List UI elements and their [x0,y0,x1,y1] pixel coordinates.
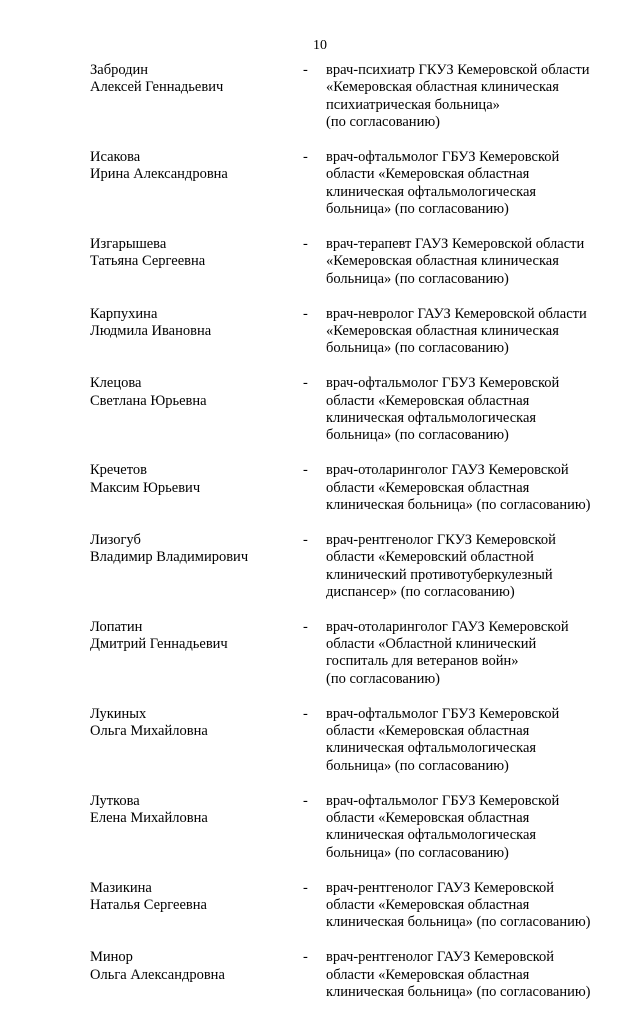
given-names: Дмитрий Геннадьевич [90,636,228,653]
position-line: врач-рентгенолог ГАУЗ Кемеровской [326,949,555,966]
position-description [326,375,626,445]
separator-dash: - [303,531,308,548]
position-line: психиатрическая больница» [326,96,500,113]
separator-dash: - [303,618,308,635]
person-name [90,949,290,984]
position-line: больница» (по согласованию) [326,270,509,287]
person-name [90,706,290,741]
position-line: больница» (по согласованию) [326,427,509,444]
separator-dash: - [303,375,308,392]
position-line: больница» (по согласованию) [326,844,509,861]
position-line: «Кемеровская областная клиническая [326,79,559,96]
position-line: области «Кемеровская областная [326,810,530,827]
person-name [90,793,290,828]
position-line: области «Кемеровская областная [326,392,530,409]
surname: Луткова [90,792,140,809]
position-line: врач-офтальмолог ГБУЗ Кемеровской [326,792,560,809]
position-line: клиническая офтальмологическая [326,740,537,757]
member-list [0,62,640,1019]
list-item [0,619,640,689]
given-names: Татьяна Сергеевна [90,253,206,270]
list-item [0,532,640,602]
position-description [326,236,626,288]
position-line: врач-отоларинголог ГАУЗ Кемеровской [326,462,569,479]
position-line: врач-отоларинголог ГАУЗ Кемеровской [326,618,569,635]
separator-dash: - [303,62,308,78]
position-line: врач-невролог ГАУЗ Кемеровской области [326,305,587,322]
list-item [0,949,640,1001]
position-line: (по согласованию) [326,114,440,131]
position-description [326,462,626,514]
list-item [0,375,640,445]
person-name [90,619,290,654]
list-item [0,462,640,514]
surname: Лопатин [90,618,143,635]
position-description [326,793,626,863]
person-name [90,306,290,341]
position-line: больница» (по согласованию) [326,340,509,357]
position-description [326,949,626,1001]
position-line: «Кемеровская областная клиническая [326,253,559,270]
separator-dash: - [303,462,308,479]
surname: Клецова [90,375,142,392]
position-description [326,619,626,689]
person-name [90,375,290,410]
list-item [0,149,640,219]
position-description [326,706,626,776]
page-number: 10 [313,38,327,53]
position-line: врач-психиатр ГКУЗ Кемеровской области [326,62,590,78]
position-line: клиническая больница» (по согласованию) [326,496,591,513]
separator-dash: - [303,305,308,322]
given-names: Елена Михайловна [90,810,208,827]
position-line: диспансер» (по согласованию) [326,583,515,600]
position-line: врач-терапевт ГАУЗ Кемеровской области [326,235,585,252]
separator-dash: - [303,148,308,165]
surname: Лукиных [90,705,147,722]
surname: Карпухина [90,305,158,322]
position-description [326,149,626,219]
given-names: Ирина Александровна [90,166,228,183]
position-line: врач-рентгенолог ГКУЗ Кемеровской [326,531,556,548]
surname: Мазикина [90,879,152,896]
position-line: «Кемеровская областная клиническая [326,322,559,339]
surname: Забродин [90,62,149,78]
separator-dash: - [303,705,308,722]
position-line: области «Кемеровская областная [326,723,530,740]
person-name [90,880,290,915]
position-line: больница» (по согласованию) [326,201,509,218]
separator-dash: - [303,792,308,809]
person-name [90,149,290,184]
position-description [326,62,626,132]
surname: Исакова [90,148,141,165]
list-item [0,793,640,863]
given-names: Людмила Ивановна [90,322,212,339]
position-line: клиническая офтальмологическая [326,827,537,844]
position-line: клиническая больница» (по согласованию) [326,984,591,1001]
list-item [0,62,640,132]
surname: Кречетов [90,462,147,479]
position-line: области «Кемеровская областная [326,166,530,183]
position-line: врач-офтальмолог ГБУЗ Кемеровской [326,705,560,722]
list-item [0,706,640,776]
person-name [90,462,290,497]
position-line: (по согласованию) [326,670,440,687]
person-name [90,236,290,271]
given-names: Ольга Михайловна [90,723,208,740]
list-item [0,306,640,358]
position-line: врач-офтальмолог ГБУЗ Кемеровской [326,148,560,165]
position-line: врач-рентгенолог ГАУЗ Кемеровской [326,879,555,896]
given-names: Алексей Геннадьевич [90,79,224,96]
position-line: клинический противотуберкулезный [326,566,553,583]
person-name [90,532,290,567]
surname: Лизогуб [90,531,141,548]
separator-dash: - [303,879,308,896]
given-names: Владимир Владимирович [90,549,249,566]
position-description [326,880,626,932]
given-names: Ольга Александровна [90,966,225,983]
separator-dash: - [303,235,308,252]
separator-dash: - [303,949,308,966]
position-line: области «Кемеровская областная [326,479,530,496]
position-line: области «Кемеровская областная [326,966,530,983]
list-item [0,236,640,288]
position-line: клиническая больница» (по согласованию) [326,914,591,931]
position-line: области «Кемеровский областной [326,549,534,566]
given-names: Максим Юрьевич [90,479,201,496]
position-line: области «Областной клинический [326,636,537,653]
surname: Изгарышева [90,235,167,252]
position-line: больница» (по согласованию) [326,757,509,774]
given-names: Светлана Юрьевна [90,392,207,409]
position-line: госпиталь для ветеранов войн» [326,653,519,670]
position-line: области «Кемеровская областная [326,897,530,914]
position-description [326,306,626,358]
person-name [90,62,290,97]
list-item [0,880,640,932]
surname: Минор [90,949,133,966]
position-line: клиническая офтальмологическая [326,409,537,426]
position-line: клиническая офтальмологическая [326,183,537,200]
given-names: Наталья Сергеевна [90,897,207,914]
position-description [326,532,626,602]
position-line: врач-офтальмолог ГБУЗ Кемеровской [326,375,560,392]
